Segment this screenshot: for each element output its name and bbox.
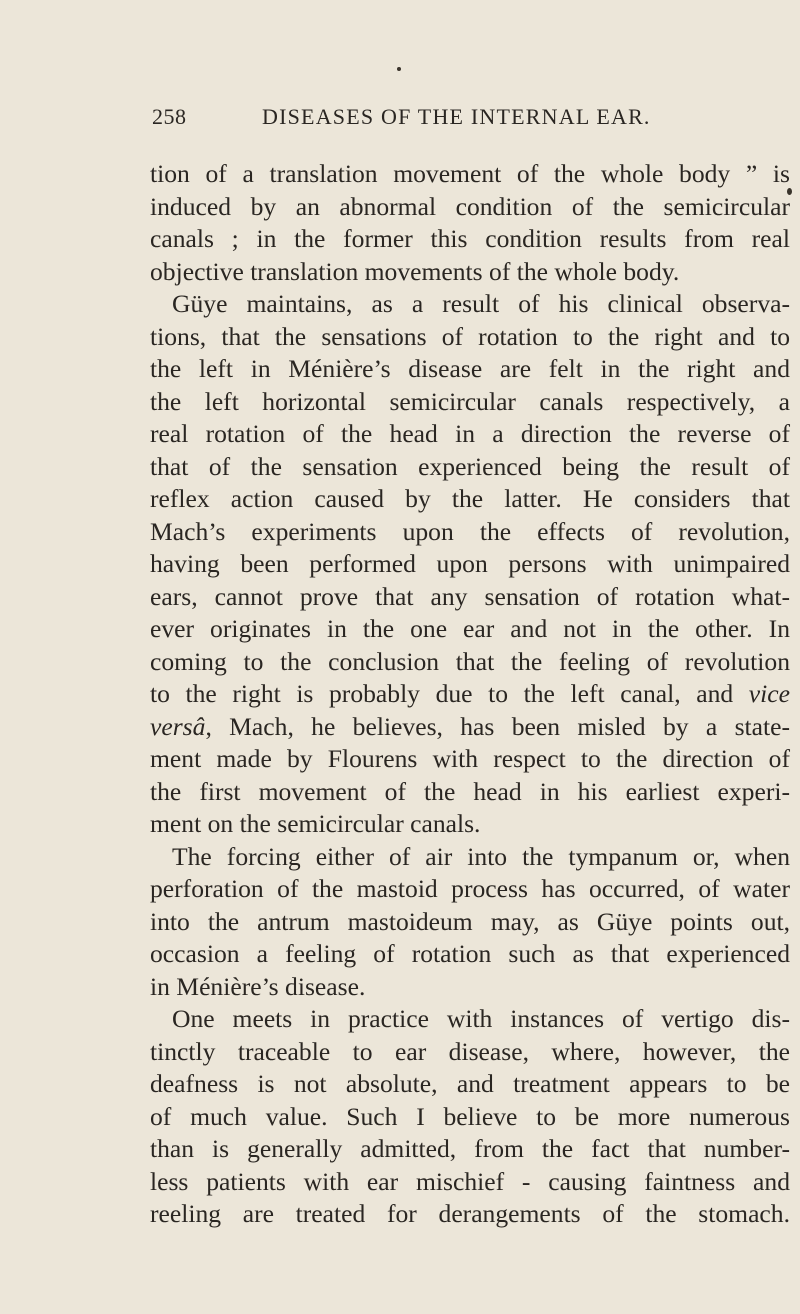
text-line: than is generally admitted, from the fact that number- [150,1134,790,1163]
text-line: of much value. Such I believe to be more numerous [150,1101,790,1131]
italic-vice: vice [748,679,790,708]
paragraph-1 [150,158,790,288]
text-fragment: to the right is probably due to the left canal, and [150,679,734,708]
text-line: perforation of the mastoid process has occurred, of water [150,874,790,903]
text-line: less patients with ear mischief - causing faintness and [150,1166,790,1196]
running-title: DISEASES OF THE INTERNAL EAR. [262,104,651,129]
text-line: objective translation movements of the whole body. [150,256,680,286]
text-line: reflex action caused by the latter. He considers that [150,484,790,513]
text-line-with-italic [150,678,790,711]
text-line: canals ; in the former this condition results from real [150,224,790,253]
body-text [150,158,790,1231]
text-line: into the antrum mastoideum may, as Güye points out, [150,906,790,936]
paragraph-4 [150,1003,790,1231]
text-line: ment on the semicircular canals. [150,809,481,838]
text-line: that of the sensation experienced being the result of [150,451,790,481]
text-line: occasion a feeling of rotation such as that experienced [150,939,790,968]
text-line: reeling are treated for derangements of the stomach. [150,1199,790,1228]
text-line: tinctly traceable to ear disease, where, however, the [150,1036,790,1066]
page-number: 258 [152,104,187,129]
paragraph-2 [150,288,790,841]
text-line-with-italic [150,711,790,744]
text-line: Mach’s experiments upon the effects of revolution, [150,516,790,546]
text-line: the left in Ménière’s disease are felt in the right and [150,354,790,383]
text-line: the first movement of the head in his earliest experi- [150,776,790,806]
text-line: the left horizontal semicircular canals respectively, a [150,386,790,416]
text-line: having been performed upon persons with unimpaired [150,549,790,578]
text-line: real rotation of the head in a direction the reverse of [150,419,790,448]
text-line: One meets in practice with instances of vertigo dis- [172,1004,790,1033]
text-line: tions, that the sensations of rotation to the right and to [150,321,790,351]
running-head [152,104,752,136]
text-line: tion of a translation movement of the whole body ” is [150,159,790,188]
text-line: deafness is not absolute, and treatment appears to be [150,1069,790,1098]
italic-versa: versâ [150,711,206,741]
text-line: ears, cannot prove that any sensation of rotation what- [150,581,790,611]
ink-speck [397,67,401,71]
text-fragment: , Mach, he believes, has been misled by a state- [205,711,790,741]
text-line: in Ménière’s disease. [150,971,366,1001]
paragraph-3 [150,841,790,1004]
text-line: Güye maintains, as a result of his clinical observa- [172,289,790,318]
text-line: The forcing either of air into the tympanum or, when [172,841,790,871]
text-line: ever originates in the one ear and not in the other. In [150,614,790,643]
text-line: ment made by Flourens with respect to the direction of [150,744,790,773]
text-line: induced by an abnormal condition of the semicircular [150,191,790,221]
text-line: coming to the conclusion that the feeling of revolution [150,646,790,676]
